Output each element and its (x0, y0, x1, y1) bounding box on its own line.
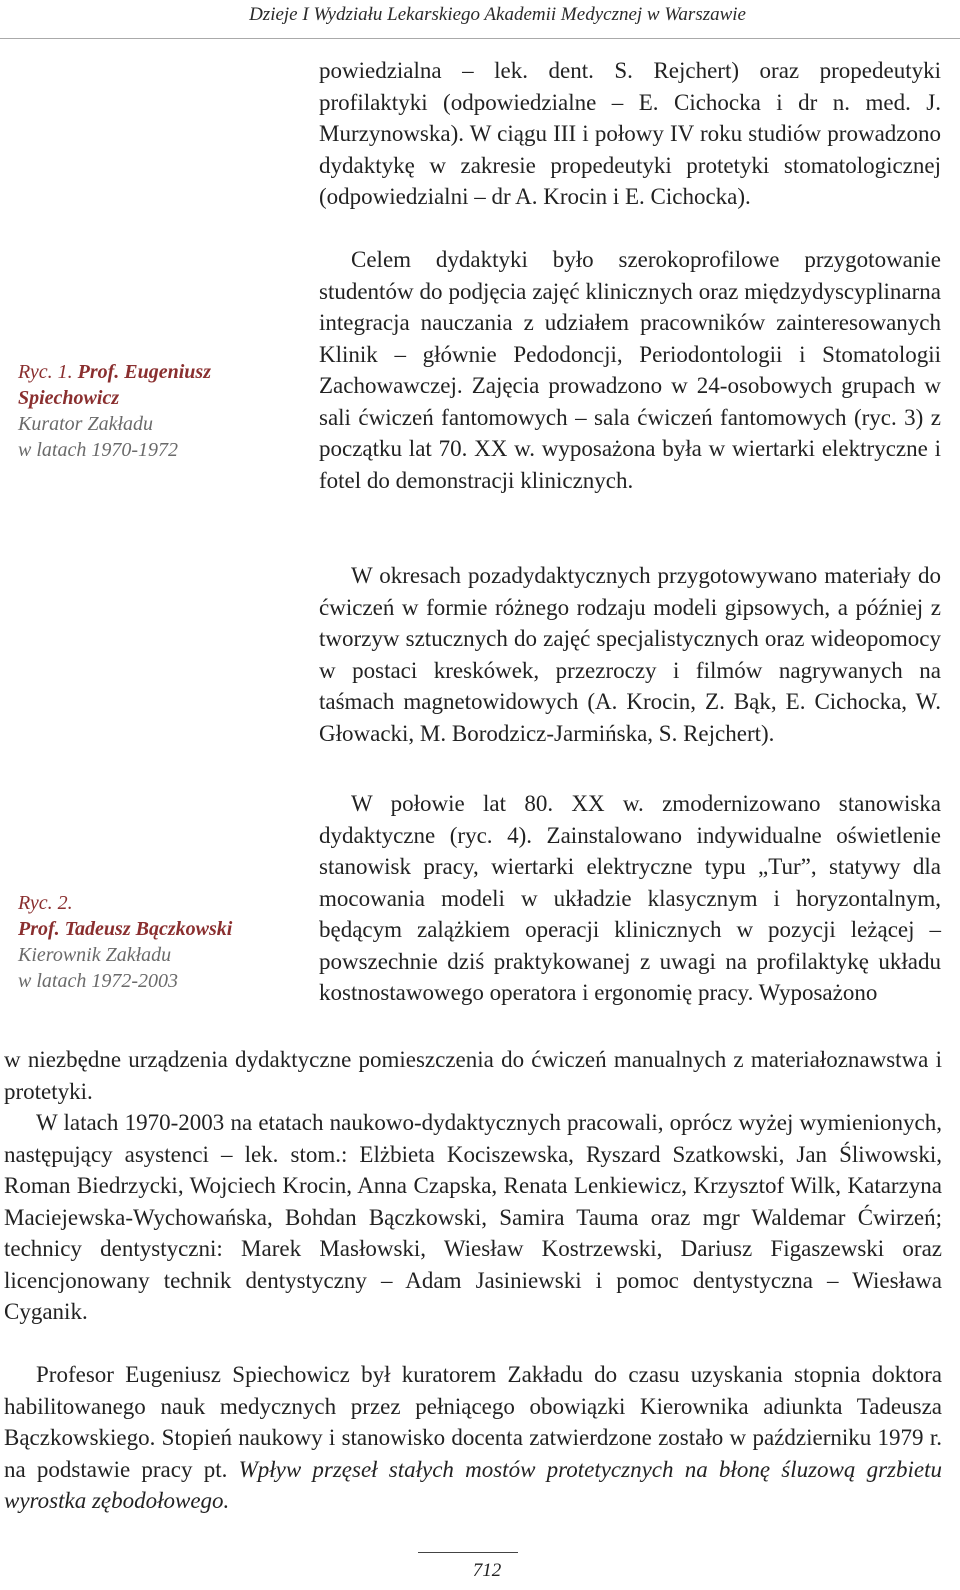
figure-1-name-line1: Prof. Eugeniusz (77, 361, 211, 383)
paragraph-1: powiedzialna – lek. dent. S. Rejchert) oraz propedeutyki profilaktyki (odpowiedzialne – E. Cichocka i dr n. med. J. Murzynowska). W ciągu III i połowy IV roku studiów prowadzono dydaktykę w zakresie propedeutyki protetyki stomatologicznej (odpowiedzialni – dr A. Krocin i E. Cichocka). (319, 58, 941, 209)
paragraph-block-4-continued (4, 1044, 942, 1107)
figure-1-label: Ryc. 1. (18, 361, 73, 383)
paragraph-4-narrow: W połowie lat 80. XX w. zmodernizowano stanowiska dydaktyczne (ryc. 4). Zainstalowano indywidualne oświetlenie stanowisk pracy, wiertarki elektryczne typu „Tur”, statywy dla mocowania modeli w układzie klasycznym i horyzontalnym, będącym zalążkiem operacji klinicznych w pozycji leżącej – powszechnie dziś praktykowanej z uwagi na profilaktykę układu kostnostawowego operatora i ergonomię pracy. Wyposażono (319, 791, 941, 1005)
paragraph-6-title: Wpływ przęseł stałych mostów protetycznych na błonę śluzową grzbietu wyrostka zębodołowego. (4, 1456, 942, 1513)
page-number: 712 (472, 1560, 502, 1581)
figure-2-caption (18, 890, 232, 994)
figure-2-label: Ryc. 2. (18, 892, 73, 914)
paragraph-4-full: w niezbędne urządzenia dydaktyczne pomieszczenia do ćwiczeń manualnych z materiałoznawstwa i protetyki. (4, 1047, 942, 1104)
footer-divider (418, 1552, 518, 1553)
paragraph-5: W latach 1970-2003 na etatach naukowo-dydaktycznych pracowali, oprócz wyżej wymienionych, następujący asystenci – lek. stom.: Elżbieta Kociszewska, Ryszard Szatkowski, Jan Śliwowski, Roman Biedrzycki, Wojciech Krocin, Anna Czapska, Renata Lenkiewicz, Krzysztof Wilk, Katarzyna Maciejewska-Wychowańska, Bohdan Bączkowski, Samira Tauma oraz mgr Waldemar Ćwirzeń; technicy dentystyczni: Marek Masłowski, Wiesław Kostrzewski, Dariusz Figaszewski oraz licencjonowany technik dentystyczny – Adam Jasiniewski i pomoc dentystyczna – Wiesława Cyganik. (4, 1110, 942, 1324)
paragraph-continued (319, 55, 941, 213)
figure-1-caption (18, 359, 211, 463)
paragraph-3: W okresach pozadydaktycznych przygotowywano materiały do ćwiczeń w formie różnego rodzaju modeli gipsowych, a później z tworzyw sztucznych do zajęć specjalistycznych oraz wideopomocy w postaci kreskówek, przezroczy i filmów nagrywanych na taśmach magnetowidowych (A. Krocin, Z. Bąk, E. Cichocka, W. Głowacki, M. Borodzicz-Jarmińska, S. Rejchert). (319, 563, 941, 746)
figure-1-role-line2: w latach 1970-1972 (18, 439, 178, 461)
figure-2-name: Prof. Tadeusz Bączkowski (18, 918, 233, 940)
figure-1-role-line1: Kurator Zakładu (18, 413, 154, 435)
paragraph-2: Celem dydaktyki było szerokoprofilowe przygotowanie studentów do podjęcia zajęć klinicznych oraz międzydyscyplinarna integracja nauczania z udziałem pracowników zainteresowanych Klinik – głównie Pedodoncji, Periodontologii i Stomatologii Zachowawczej. Zajęcia prowadzono w 24-osobowych grupach w sali ćwiczeń fantomowych – sala ćwiczeń fantomowych (ryc. 3) z początku lat 70. XX w. wyposażona była w wiertarki elektryczne i fotel do demonstracji klinicznych. (319, 247, 941, 493)
figure-2-role-line1: Kierownik Zakładu (18, 944, 172, 966)
figure-1-name-line2: Spiechowicz (18, 387, 120, 409)
running-header: Dzieje I Wydziału Lekarskiego Akademii Medycznej w Warszawie (249, 4, 746, 25)
paragraph-block-5 (4, 1107, 942, 1328)
paragraph-block-2 (319, 244, 941, 496)
paragraph-block-6 (4, 1359, 942, 1517)
paragraph-6 (4, 1359, 942, 1517)
paragraph-6-text: Profesor Eugeniusz Spiechowicz był kuratorem Zakładu do czasu uzyskania stopnia doktora habilitowanego nauk medycznych przez pełniącego obowiązki Kierownika adiunkta Tadeusza Bączkowskiego. Stopień naukowy i stanowisko docenta zatwierdzone zostało w październiku 1979 r. na podstawie pracy pt. (4, 1362, 942, 1482)
figure-2-role-line2: w latach 1972-2003 (18, 970, 178, 992)
paragraph-block-3 (319, 560, 941, 749)
header-divider (0, 38, 960, 39)
paragraph-block-4 (319, 788, 941, 1009)
